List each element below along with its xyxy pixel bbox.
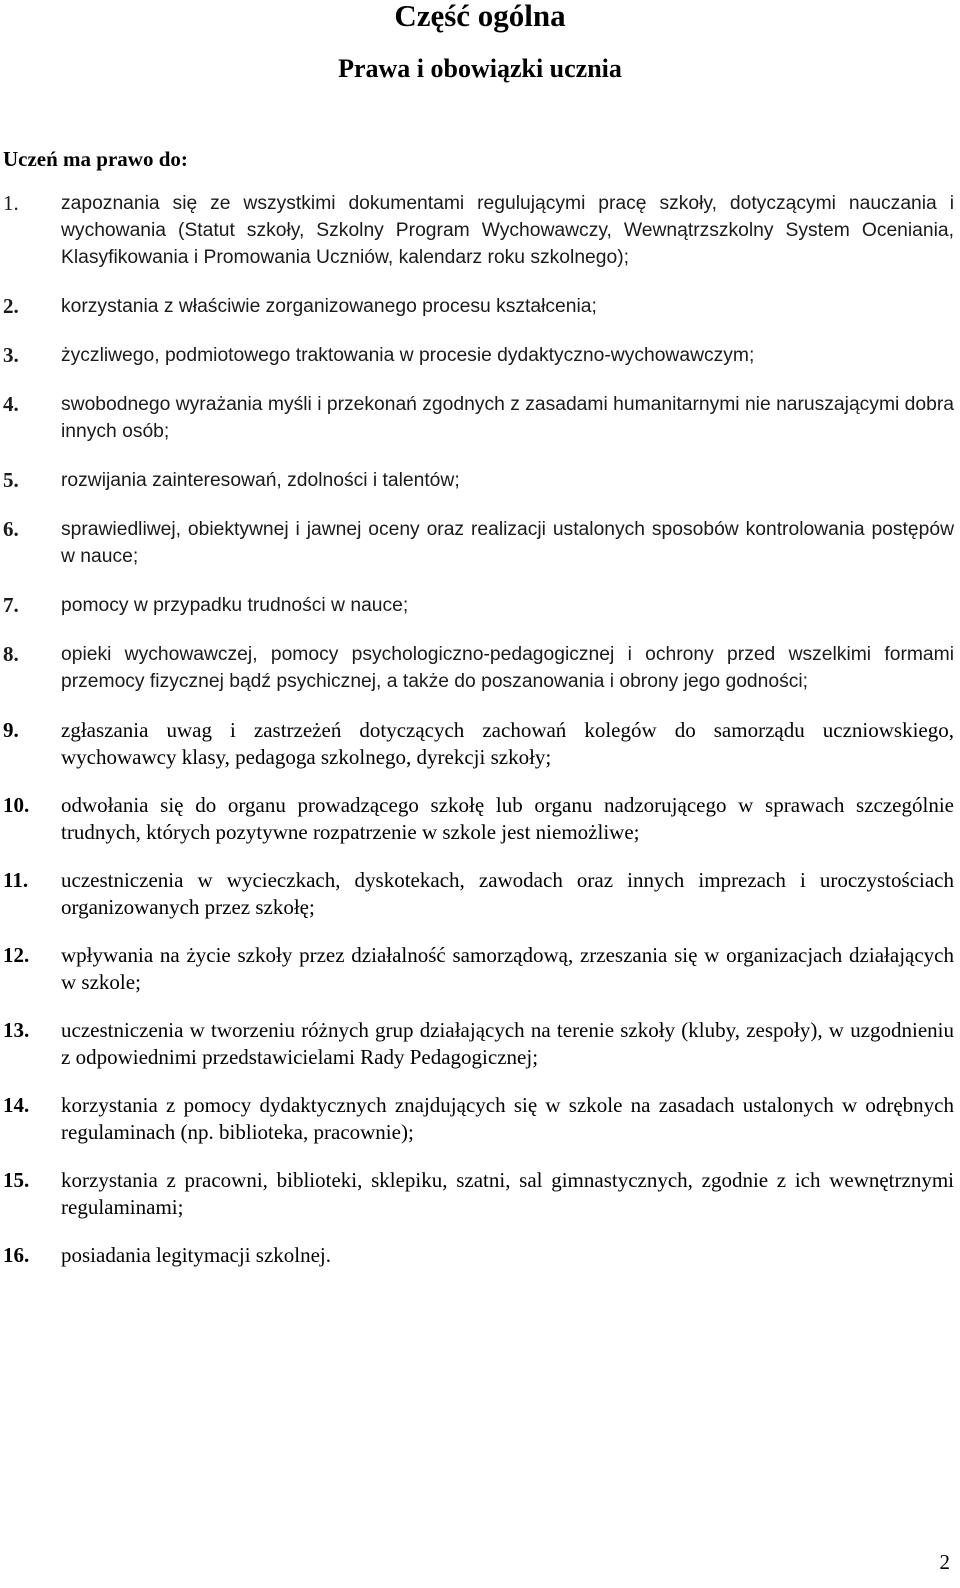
item-number: 2. — [3, 294, 19, 318]
list-item — [3, 190, 954, 271]
document-subtitle: Prawa i obowiązki ucznia — [338, 54, 622, 83]
item-number: 4. — [3, 392, 19, 416]
list-item — [3, 516, 954, 570]
item-text: opieki wychowawczej, pomocy psychologiczno-pedagogicznej i ochrony przed wszelkimi formami przemocy fizycznej bądź psychicznej, a także do poszanowania i obrony jego godności; — [61, 644, 954, 692]
list-item — [3, 1167, 954, 1220]
item-number: 11. — [3, 868, 29, 892]
list-item — [3, 1092, 954, 1145]
item-text: posiadania legitymacji szkolnej. — [61, 1243, 332, 1267]
item-number: 10. — [3, 793, 30, 817]
item-text: korzystania z pomocy dydaktycznych znajdujących się w szkole na zasadach ustalonych w odrębnych regulaminach (np. biblioteka, pracownie); — [61, 1093, 954, 1144]
item-text: sprawiedliwej, obiektywnej i jawnej oceny oraz realizacji ustalonych sposobów kontrolowania postępów w nauce; — [61, 519, 954, 567]
list-item — [3, 592, 954, 619]
item-text: swobodnego wyrażania myśli i przekonań zgodnych z zasadami humanitarnymi nie naruszającymi dobra innych osób; — [61, 394, 954, 442]
item-number: 13. — [3, 1018, 30, 1042]
list-item — [3, 1242, 954, 1269]
intro-heading: Uczeń ma prawo do: — [3, 147, 188, 171]
item-text: pomocy w przypadku trudności w nauce; — [61, 595, 409, 616]
list-item — [3, 641, 954, 695]
item-text: zgłaszania uwag i zastrzeżeń dotyczących zachowań kolegów do samorządu uczniowskiego, wychowawcy klasy, pedagoga szkolnego, dyrekcji szkoły; — [61, 718, 954, 769]
item-number: 7. — [3, 593, 19, 617]
item-text: życzliwego, podmiotowego traktowania w procesie dydaktyczno-wychowawczym; — [61, 345, 755, 366]
item-text: odwołania się do organu prowadzącego szkołę lub organu nadzorującego w sprawach szczególnie trudnych, których pozytywne rozpatrzenie w szkole jest niemożliwe; — [61, 793, 954, 844]
list-item — [3, 942, 954, 995]
item-number: 9. — [3, 718, 19, 742]
item-number: 14. — [3, 1093, 30, 1117]
item-text: korzystania z właściwie zorganizowanego procesu kształcenia; — [61, 296, 597, 317]
list-item — [3, 467, 954, 494]
page-number: 2 — [939, 1550, 950, 1574]
list-item — [3, 293, 954, 320]
rights-list — [3, 190, 954, 1291]
item-number: 12. — [3, 943, 30, 967]
item-text: wpływania na życie szkoły przez działalność samorządową, zrzeszania się w organizacjach działających w szkole; — [61, 943, 954, 994]
item-number: 3. — [3, 343, 19, 367]
item-text: rozwijania zainteresowań, zdolności i talentów; — [61, 470, 460, 491]
list-item — [3, 792, 954, 845]
list-item — [3, 342, 954, 369]
document-title: Część ogólna — [394, 0, 566, 33]
item-number: 1. — [3, 191, 19, 215]
item-text: zapoznania się ze wszystkimi dokumentami regulującymi pracę szkoły, dotyczącymi nauczania i wychowania (Statut szkoły, Szkolny Program Wychowawczy, Wewnątrzszkolny System Oceniania, Klasyfikowania i Promowania Uczniów, kalendarz roku szkolnego); — [61, 193, 954, 268]
list-item — [3, 1017, 954, 1070]
item-number: 5. — [3, 468, 19, 492]
item-number: 6. — [3, 517, 19, 541]
item-number: 8. — [3, 642, 19, 666]
item-number: 16. — [3, 1243, 30, 1267]
list-item — [3, 867, 954, 920]
list-item — [3, 391, 954, 445]
item-text: uczestniczenia w wycieczkach, dyskotekach, zawodach oraz innych imprezach i uroczystościach organizowanych przez szkołę; — [61, 868, 954, 919]
item-text: uczestniczenia w tworzeniu różnych grup działających na terenie szkoły (kluby, zespoły), w uzgodnieniu z odpowiednimi przedstawicielami Rady Pedagogicznej; — [61, 1018, 954, 1069]
list-item — [3, 717, 954, 770]
item-text: korzystania z pracowni, biblioteki, sklepiku, szatni, sal gimnastycznych, zgodnie z ich wewnętrznymi regulaminami; — [61, 1168, 954, 1219]
item-number: 15. — [3, 1168, 30, 1192]
